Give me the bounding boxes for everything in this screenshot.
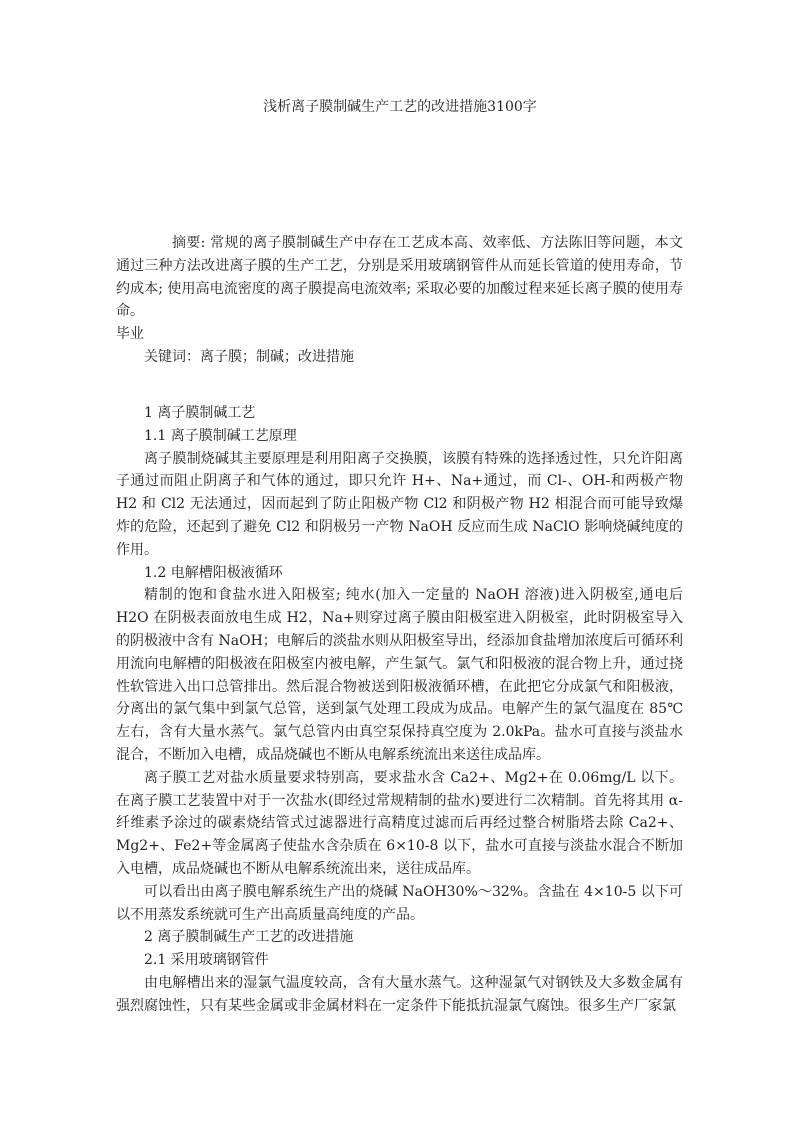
paragraph-principle: 离子膜制烧碱其主要原理是利用阳离子交换膜，该膜有特殊的选择透过性，只允许阳离子通过而阻止阴离子和气体的通过，即只允许 H+、Na+通过，而 Cl-、OH-和两极产物 H2 和 Cl2 无法通过，因而起到了防止阳极产物 Cl2 和阴极产物 H2 相混合而可能导致爆炸的危险，还起到了避免 Cl2 和阴极另一产物 NaOH 反应而生成 NaClO 影响烧碱纯度的作用。 bbox=[116, 450, 683, 558]
label-biye: 毕业 bbox=[116, 326, 144, 343]
abstract-paragraph: 摘要: 常规的离子膜制碱生产中存在工艺成本高、效率低、方法陈旧等问题，本文通过三种方法改进离子膜的生产工艺，分别是采用玻璃钢管件从而延长管道的使用寿命，节约成本; 使用高电流密度的离子膜提高电流效率; 采取必要的加酸过程来延长离子膜的使用寿命。 bbox=[116, 235, 683, 320]
paragraph-anolyte-circulation: 精制的饱和食盐水进入阳极室; 纯水(加入一定量的 NaOH 溶液)进入阴极室,通电后 H2O 在阴极表面放电生成 H2，Na+则穿过离子膜由阳极室进入阴极室，此时阴极室导入的阴极液中含有 NaOH；电解后的淡盐水则从阳极室导出，经添加食盐增加浓度后可循环利用流向电解槽的阳极液在阳极室内被电解，产生氯气。氯气和阳极液的混合物上升，通过挠性软管进入出口总管排出。然后混合物被送到阳极液循环槽，在此把它分成氯气和阳极液，分离出的氯气集中到氯气总管，送到氯气处理工段成为成品。电解产生的氯气温度在 85℃左右，含有大量水蒸气。氯气总管内由真空泵保持真空度为 2.0kPa。盐水可直接与淡盐水混合，不断加入电槽，成品烧碱也不断从电解系统流出来送往成品库。 bbox=[116, 587, 683, 763]
section-heading-1-2: 1.2 电解槽阳极液循环 bbox=[144, 564, 283, 581]
paragraph-product-purity: 可以看出由离子膜电解系统生产出的烧碱 NaOH30%～32%。含盐在 4×10-5 以下可以不用蒸发系统就可生产出高质量高纯度的产品。 bbox=[116, 883, 683, 923]
section-heading-1: 1 离子膜制碱工艺 bbox=[144, 405, 256, 421]
section-heading-2: 2 离子膜制碱生产工艺的改进措施 bbox=[144, 929, 354, 946]
abstract-block bbox=[116, 232, 683, 369]
keywords-line: 关键词：离子膜；制碱；改进措施 bbox=[144, 348, 354, 365]
body-block bbox=[116, 402, 683, 1018]
paragraph-frp-pipes: 由电解槽出来的湿氯气温度较高，含有大量水蒸气。这种湿氯气对钢铁及大多数金属有强烈腐蚀性，只有某些金属或非金属材料在一定条件下能抵抗湿氯气腐蚀。很多生产厂家氯 bbox=[116, 974, 683, 1014]
section-heading-1-1: 1.1 离子膜制碱工艺原理 bbox=[144, 427, 297, 444]
section-heading-2-1: 2.1 采用玻璃钢管件 bbox=[144, 952, 269, 969]
paragraph-brine-quality: 离子膜工艺对盐水质量要求特别高，要求盐水含 Ca2+、Mg2+在 0.06mg/L 以下。在离子膜工艺装置中对于一次盐水(即经过常规精制的盐水)要进行二次精制。首先将其用 α-纤维素予涂过的碳素烧结管式过滤器进行高精度过滤而后再经过整合树脂塔去除 Ca2+、Mg2+、Fe2+等金属离子使盐水含杂质在 6×10-8 以下，盐水可直接与淡盐水混合不断加入电槽，成品烧碱也不断从电解系统流出来，送往成品库。 bbox=[116, 769, 683, 877]
document-title: 浅析离子膜制碱生产工艺的改进措施3100字 bbox=[263, 99, 537, 115]
